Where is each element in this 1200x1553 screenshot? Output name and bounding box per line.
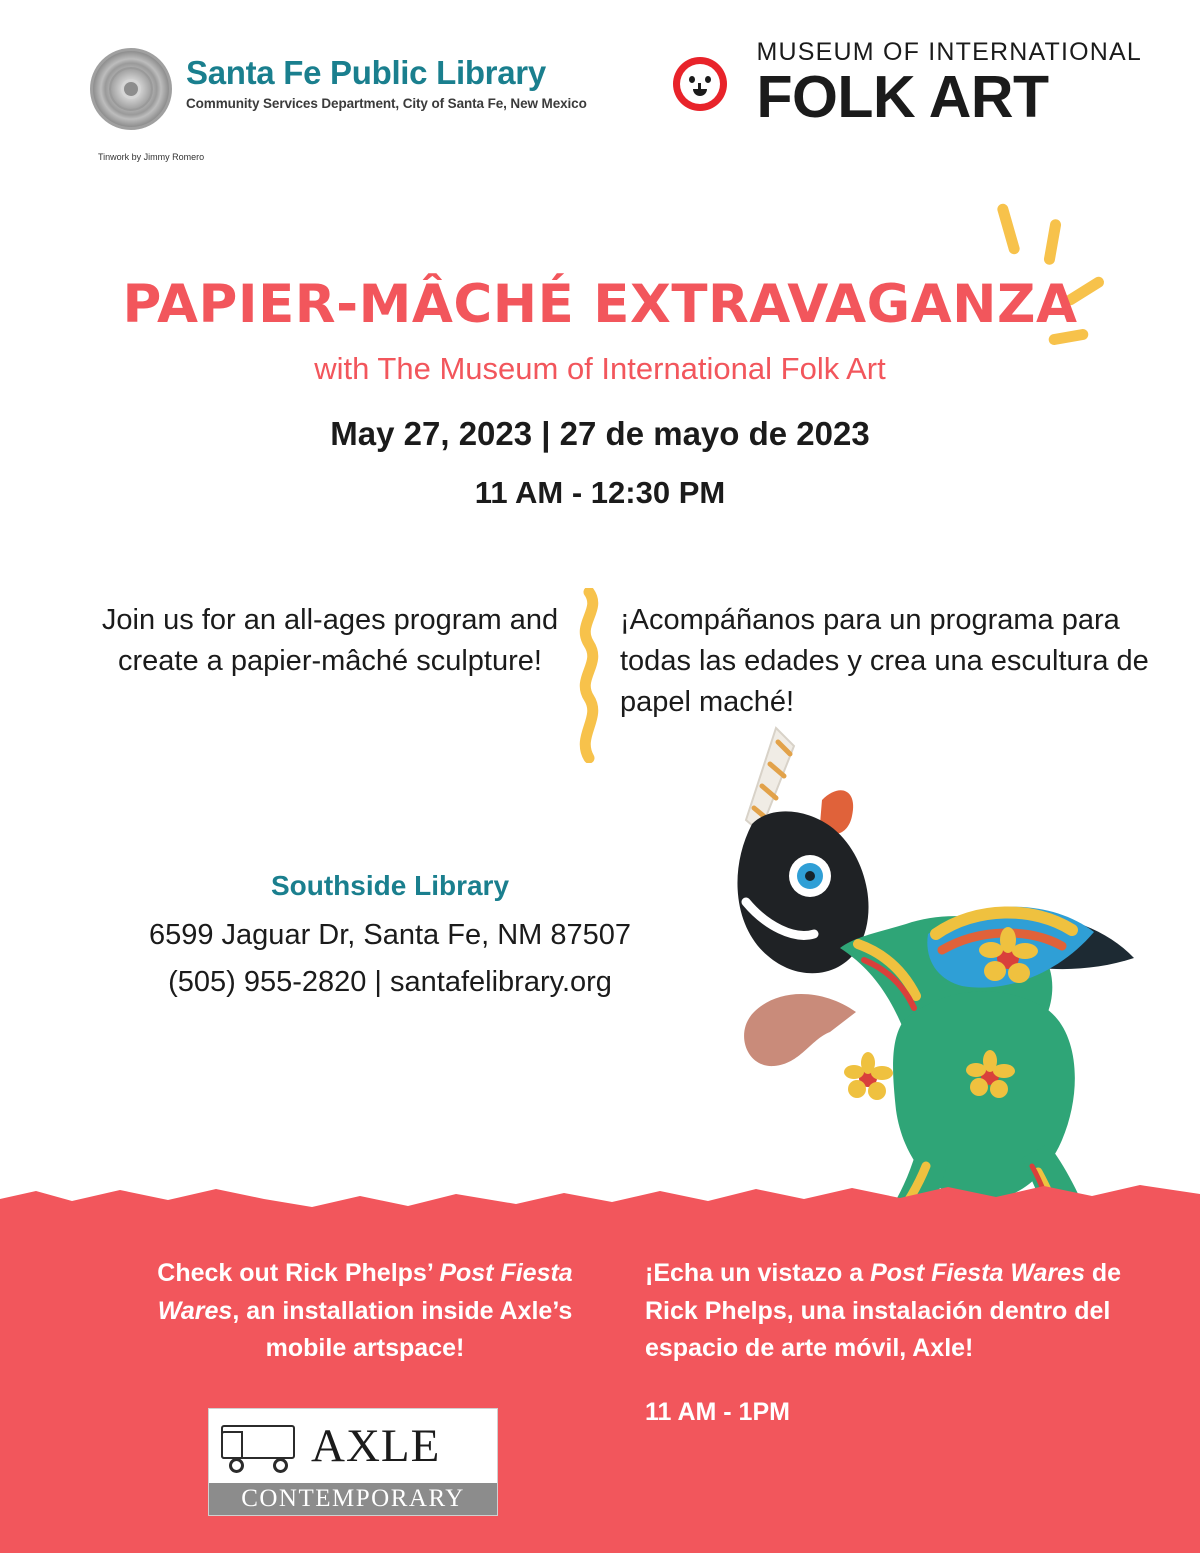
sun-face-icon <box>657 41 743 127</box>
squiggle-divider-icon <box>572 588 606 763</box>
santa-fe-public-library-logo <box>90 48 587 162</box>
tinwork-medallion-icon <box>90 48 172 130</box>
poster-header <box>0 0 1200 175</box>
museum-of-international-folk-art-logo <box>657 38 1143 130</box>
event-title-block <box>0 274 1200 511</box>
museum-name-line1: MUSEUM OF INTERNATIONAL <box>756 38 1142 66</box>
axle-tagline: CONTEMPORARY <box>209 1483 497 1515</box>
museum-logo-text <box>756 38 1143 130</box>
event-date: May 27, 2023 | 27 de mayo de 2023 <box>330 415 870 452</box>
axle-callout-es-italic: Post Fiesta Wares <box>870 1259 1085 1287</box>
library-department: Community Services Department, City of Santa Fe, New Mexico <box>186 96 587 111</box>
location-contact: (505) 955-2820 | santafelibrary.org <box>168 966 612 998</box>
axle-callout-en-italic: Post Fiesta Wares <box>157 1259 573 1325</box>
axle-callout-en-part1: Check out Rick Phelps’ <box>157 1259 440 1287</box>
museum-name-line2: FOLK ART <box>756 64 1049 130</box>
event-description-spanish: ¡Acompáñanos para un programa para todas las edades y crea una escultura de papel maché! <box>620 604 1149 719</box>
axle-callout-en-part2: , an installation inside Axle’s mobile artspace! <box>232 1296 573 1362</box>
axle-contemporary-logo <box>208 1408 498 1516</box>
location-address: 6599 Jaguar Dr, Santa Fe, NM 87507 <box>148 919 631 951</box>
tinwork-credit: Tinwork by Jimmy Romero <box>98 152 205 162</box>
axle-callout-spanish <box>645 1255 1165 1431</box>
event-subtitle: with The Museum of International Folk Art <box>314 351 886 386</box>
axle-installation-time: 11 AM - 1PM <box>645 1397 790 1426</box>
page-title: PAPIER-MÂCHÉ EXTRAVAGANZA <box>122 274 1078 335</box>
library-logo-text <box>186 48 587 111</box>
event-description-english: Join us for an all-ages program and create a papier-mâché sculpture! <box>101 604 559 678</box>
event-time: 11 AM - 12:30 PM <box>474 475 726 510</box>
location-block <box>70 870 710 999</box>
axle-callout-es-part2: de Rick Phelps, una instalación dentro del espacio de arte móvil, Axle! <box>645 1259 1122 1362</box>
axle-callout-es-part1: ¡Echa un vistazo a <box>645 1259 871 1287</box>
axle-callout-english <box>150 1255 580 1368</box>
location-name: Southside Library <box>270 870 510 901</box>
library-name: Santa Fe Public Library <box>186 54 546 91</box>
axle-wordmark: AXLE <box>311 1419 441 1472</box>
truck-icon <box>217 1417 303 1475</box>
